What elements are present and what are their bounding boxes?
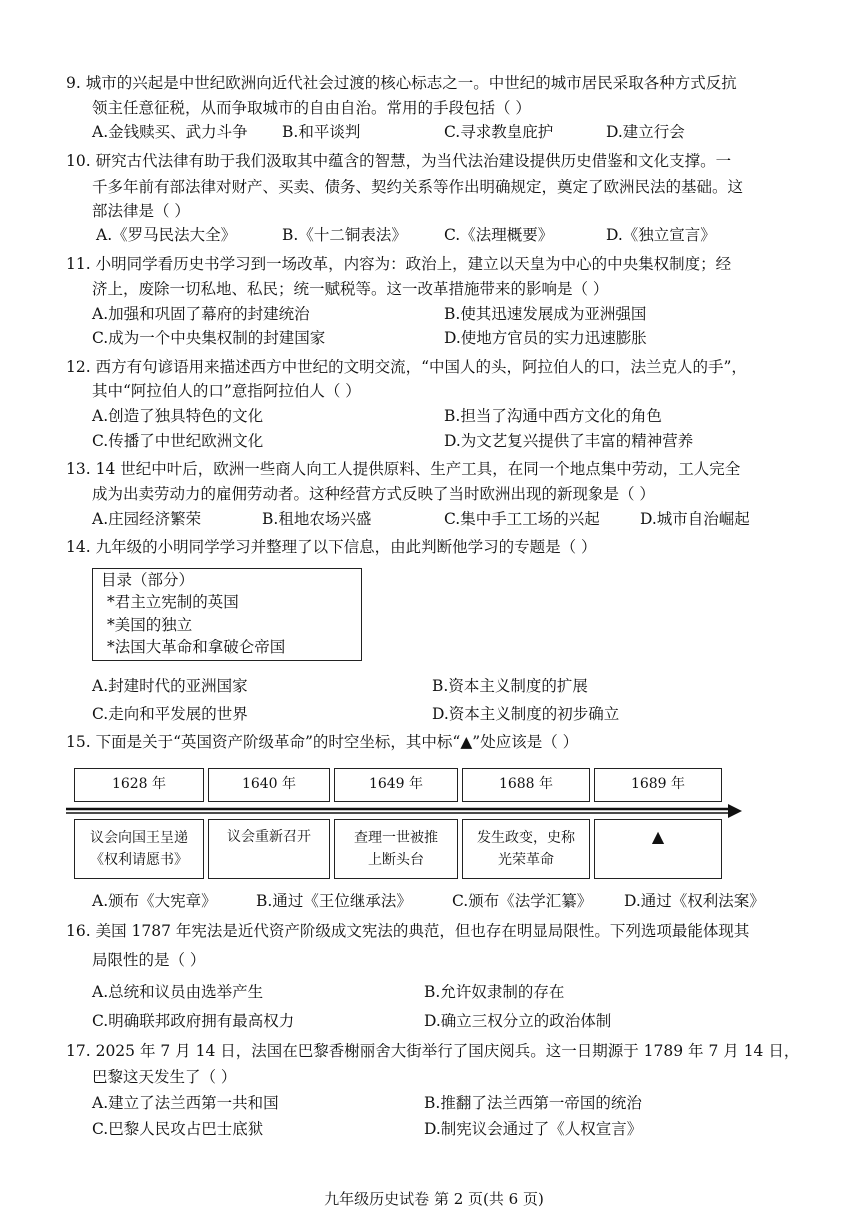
question-9-stem-line-2: 领主任意征税，从而争取城市的自由自治。常用的手段包括（ ） [92,99,531,117]
timeline-year: 1688 年 [462,768,590,802]
toc-item: *美国的独立 [107,616,193,634]
question-13-option-a[interactable]: A.庄园经济繁荣 [92,510,202,528]
question-16-option-a[interactable]: A.总统和议员由选举产生 [92,983,264,1001]
question-12-option-b[interactable]: B.担当了沟通中西方文化的角色 [444,407,662,425]
question-9-option-c[interactable]: C.寻求教皇庇护 [444,123,554,141]
question-11-stem-line-2: 济上，废除一切私地、私民；统一赋税等。这一改革措施带来的影响是（ ） [92,280,609,298]
table-of-contents-box [92,568,362,661]
timeline-event-line: 发生政变，史称 [477,830,575,846]
timeline-event-line: 查理一世被推 [354,830,438,846]
toc-item: *法国大革命和拿破仑帝国 [107,638,286,656]
question-11-option-a[interactable]: A.加强和巩固了幕府的封建统治 [92,305,310,323]
question-16-option-b[interactable]: B.允许奴隶制的存在 [424,983,565,1001]
question-14-stem-line-1: 14. 九年级的小明同学学习并整理了以下信息，由此判断他学习的专题是（ ） [66,538,597,556]
timeline-year: 1649 年 [334,768,458,802]
toc-item: *君主立宪制的英国 [107,593,239,611]
question-16-stem-line-1: 16. 美国 1787 年宪法是近代资产阶级成文宪法的典范，但也存在明显局限性。下列选项最能体现其 [66,922,750,940]
question-17-stem-line-1: 17. 2025 年 7 月 14 日，法国在巴黎香榭丽舍大街举行了国庆阅兵。这一日期源于 1789 年 7 月 14 日， [66,1042,800,1060]
question-14-option-d[interactable]: D.资本主义制度的初步确立 [432,705,620,723]
question-17-option-d[interactable]: D.制宪议会通过了《人权宣言》 [424,1120,643,1138]
question-14-option-b[interactable]: B.资本主义制度的扩展 [432,677,588,695]
question-11-stem-line-1: 11. 小明同学看历史书学习到一场改革，内容为：政治上，建立以天皇为中心的中央集权制度；经 [66,255,732,273]
question-11-option-c[interactable]: C.成为一个中央集权制的封建国家 [92,329,326,347]
question-17-option-b[interactable]: B.推翻了法兰西第一帝国的统治 [424,1094,642,1112]
question-13-stem-line-1: 13. 14 世纪中叶后，欧洲一些商人向工人提供原料、生产工具，在同一个地点集中劳动，工人完全 [66,460,741,478]
question-13-option-c[interactable]: C.集中手工工场的兴起 [444,510,600,528]
timeline-event-line: 议会向国王呈递 [90,830,188,846]
question-9-option-a[interactable]: A.金钱赎买、武力斗争 [92,123,248,141]
question-17-option-a[interactable]: A.建立了法兰西第一共和国 [92,1094,279,1112]
question-9-stem-line-1: 9. 城市的兴起是中世纪欧洲向近代社会过渡的核心标志之一。中世纪的城市居民采取各种方式反抗 [66,74,737,92]
timeline-year: 1640 年 [208,768,330,802]
page-footer: 九年级历史试卷 第 2 页(共 6 页) [324,1190,544,1208]
question-13-stem-line-2: 成为出卖劳动力的雇佣劳动者。这种经营方式反映了当时欧洲出现的新现象是（ ） [92,485,655,503]
question-16-stem-line-2: 局限性的是（ ） [92,951,206,969]
question-9-option-b[interactable]: B.和平谈判 [282,123,361,141]
question-15-stem-line-1: 15. 下面是关于“英国资产阶级革命”的时空坐标，其中标“▲”处应该是（ ） [66,733,579,751]
timeline-event-blank [594,819,722,879]
question-15-option-a[interactable]: A.颁布《大宪章》 [92,892,217,910]
question-15-option-c[interactable]: C.颁布《法学汇纂》 [452,892,593,910]
question-17-stem-line-2: 巴黎这天发生了（ ） [92,1068,237,1086]
question-10-stem-line-1: 10. 研究古代法律有助于我们汲取其中蕴含的智慧，为当代法治建设提供历史借鉴和文化支撑。一 [66,152,732,170]
question-14-option-a[interactable]: A.封建时代的亚洲国家 [92,677,248,695]
timeline-axis-arrow [64,802,744,820]
timeline-event [208,819,330,879]
question-12-option-d[interactable]: D.为文艺复兴提供了丰富的精神营养 [444,432,694,450]
question-15-option-d[interactable]: D.通过《权利法案》 [624,892,765,910]
question-12-stem-line-1: 12. 西方有句谚语用来描述西方中世纪的文明交流，“中国人的头，阿拉伯人的口，法兰克人的手”， [66,358,747,376]
question-16-option-d[interactable]: D.确立三权分立的政治体制 [424,1012,612,1030]
question-10-option-a[interactable]: A.《罗马民法大全》 [96,226,237,244]
question-12-stem-line-2: 其中“阿拉伯人的口”意指阿拉伯人（ ） [92,382,361,400]
question-13-option-d[interactable]: D.城市自治崛起 [640,510,750,528]
question-16-option-c[interactable]: C.明确联邦政府拥有最高权力 [92,1012,295,1030]
timeline-event [334,819,458,879]
question-10-option-c[interactable]: C.《法理概要》 [444,226,554,244]
triangle-marker-icon: ▲ [651,827,665,846]
question-15-option-b[interactable]: B.通过《王位继承法》 [256,892,412,910]
timeline-event-line: 光荣革命 [498,852,554,868]
question-11-option-d[interactable]: D.使地方官员的实力迅速膨胀 [444,329,647,347]
timeline-event [462,819,590,879]
question-10-stem-line-3: 部法律是（ ） [92,202,190,220]
question-12-option-a[interactable]: A.创造了独具特色的文化 [92,407,264,425]
question-10-option-b[interactable]: B.《十二铜表法》 [282,226,407,244]
question-11-option-b[interactable]: B.使其迅速发展成为亚洲强国 [444,305,647,323]
timeline-year: 1628 年 [74,768,204,802]
question-14-option-c[interactable]: C.走向和平发展的世界 [92,705,248,723]
timeline-event-line: 《权利请愿书》 [90,852,188,868]
timeline-year: 1689 年 [594,768,722,802]
question-10-stem-line-2: 千多年前有部法律对财产、买卖、债务、契约关系等作出明确规定，奠定了欧洲民法的基础。这 [92,178,744,196]
toc-title: 目录（部分） [101,571,195,589]
timeline-event [74,819,204,879]
question-9-option-d[interactable]: D.建立行会 [606,123,685,141]
question-17-option-c[interactable]: C.巴黎人民攻占巴士底狱 [92,1120,264,1138]
timeline-event-line: 上断头台 [368,852,424,868]
question-12-option-c[interactable]: C.传播了中世纪欧洲文化 [92,432,264,450]
timeline-event-line: 议会重新召开 [227,829,311,845]
question-13-option-b[interactable]: B.租地农场兴盛 [262,510,372,528]
question-10-option-d[interactable]: D.《独立宣言》 [606,226,716,244]
